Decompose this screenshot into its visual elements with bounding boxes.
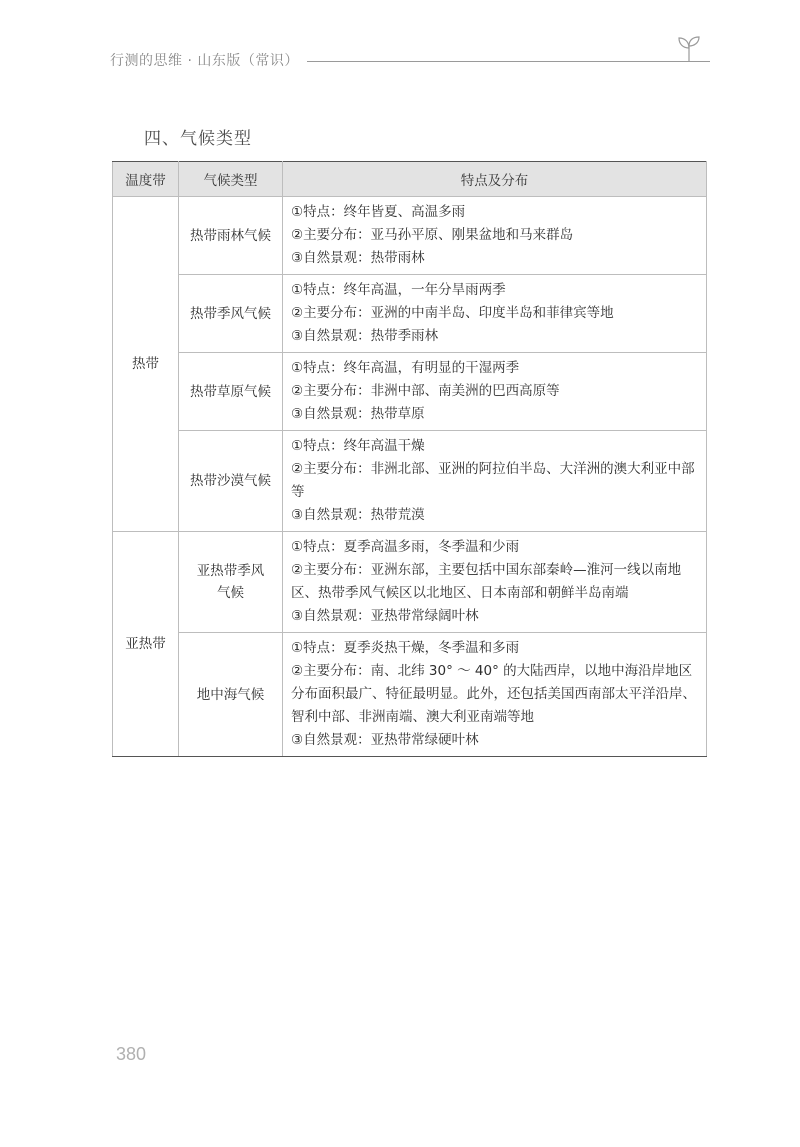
table-row bbox=[113, 275, 707, 353]
climate-table bbox=[112, 161, 707, 757]
features-cell bbox=[283, 633, 707, 757]
distribution-line: ②主要分布：亚洲东部，主要包括中国东部秦岭—淮河一线以南地区、热带季风气候区以北地区、日本南部和朝鲜半岛南端 bbox=[291, 562, 682, 601]
features-cell bbox=[283, 197, 707, 275]
distribution-line: ②主要分布：非洲中部、南美洲的巴西高原等 bbox=[291, 383, 560, 399]
feature-line: ①特点：终年高温，一年分旱雨两季 bbox=[291, 282, 506, 298]
landscape-line: ③自然景观：热带雨林 bbox=[291, 250, 425, 266]
features-cell bbox=[283, 532, 707, 633]
table-header-row bbox=[113, 162, 707, 197]
zone-cell: 热带 bbox=[113, 197, 179, 532]
climate-type-cell: 热带沙漠气候 bbox=[179, 431, 283, 532]
zone-cell: 亚热带 bbox=[113, 532, 179, 757]
section-title: 四、气候类型 bbox=[144, 129, 252, 149]
distribution-line: ②主要分布：亚马孙平原、刚果盆地和马来群岛 bbox=[291, 227, 574, 243]
table-row bbox=[113, 633, 707, 757]
climate-type-cell: 热带季风气候 bbox=[179, 275, 283, 353]
features-cell bbox=[283, 431, 707, 532]
landscape-line: ③自然景观：热带季雨林 bbox=[291, 328, 439, 344]
page-number: 380 bbox=[116, 1044, 147, 1064]
feature-line: ①特点：夏季炎热干燥，冬季温和多雨 bbox=[291, 640, 520, 656]
book-title: 行测的思维 · 山东版（常识） bbox=[110, 53, 299, 69]
climate-type-cell: 热带草原气候 bbox=[179, 353, 283, 431]
feature-line: ①特点：终年高温干燥 bbox=[291, 438, 425, 454]
distribution-line: ②主要分布：非洲北部、亚洲的阿拉伯半岛、大洋洲的澳大利亚中部等 bbox=[291, 461, 695, 500]
table-row bbox=[113, 431, 707, 532]
features-cell bbox=[283, 275, 707, 353]
landscape-line: ③自然景观：亚热带常绿阔叶林 bbox=[291, 608, 479, 624]
running-header bbox=[110, 48, 710, 72]
table-row bbox=[113, 353, 707, 431]
landscape-line: ③自然景观：热带草原 bbox=[291, 406, 425, 422]
table-row bbox=[113, 532, 707, 633]
table-row bbox=[113, 197, 707, 275]
landscape-line: ③自然景观：热带荒漠 bbox=[291, 507, 425, 523]
features-cell bbox=[283, 353, 707, 431]
feature-line: ①特点：终年高温，有明显的干湿两季 bbox=[291, 360, 520, 376]
sprout-icon bbox=[676, 34, 702, 64]
climate-type-cell: 热带雨林气候 bbox=[179, 197, 283, 275]
header-rule bbox=[307, 61, 710, 62]
header-features: 特点及分布 bbox=[283, 162, 707, 197]
distribution-line: ②主要分布：亚洲的中南半岛、印度半岛和菲律宾等地 bbox=[291, 305, 614, 321]
climate-type-cell: 地中海气候 bbox=[179, 633, 283, 757]
landscape-line: ③自然景观：亚热带常绿硬叶林 bbox=[291, 732, 479, 748]
header-type: 气候类型 bbox=[179, 162, 283, 197]
feature-line: ①特点：夏季高温多雨，冬季温和少雨 bbox=[291, 539, 520, 555]
header-zone: 温度带 bbox=[113, 162, 179, 197]
feature-line: ①特点：终年皆夏、高温多雨 bbox=[291, 204, 466, 220]
distribution-line: ②主要分布：南、北纬 30° ～ 40° 的大陆西岸，以地中海沿岸地区分布面积最广、特征最明显。此外，还包括美国西南部太平洋沿岸、智利中部、非洲南端、澳大利亚南端等地 bbox=[291, 663, 696, 725]
climate-type-cell: 亚热带季风气候 bbox=[179, 532, 283, 633]
